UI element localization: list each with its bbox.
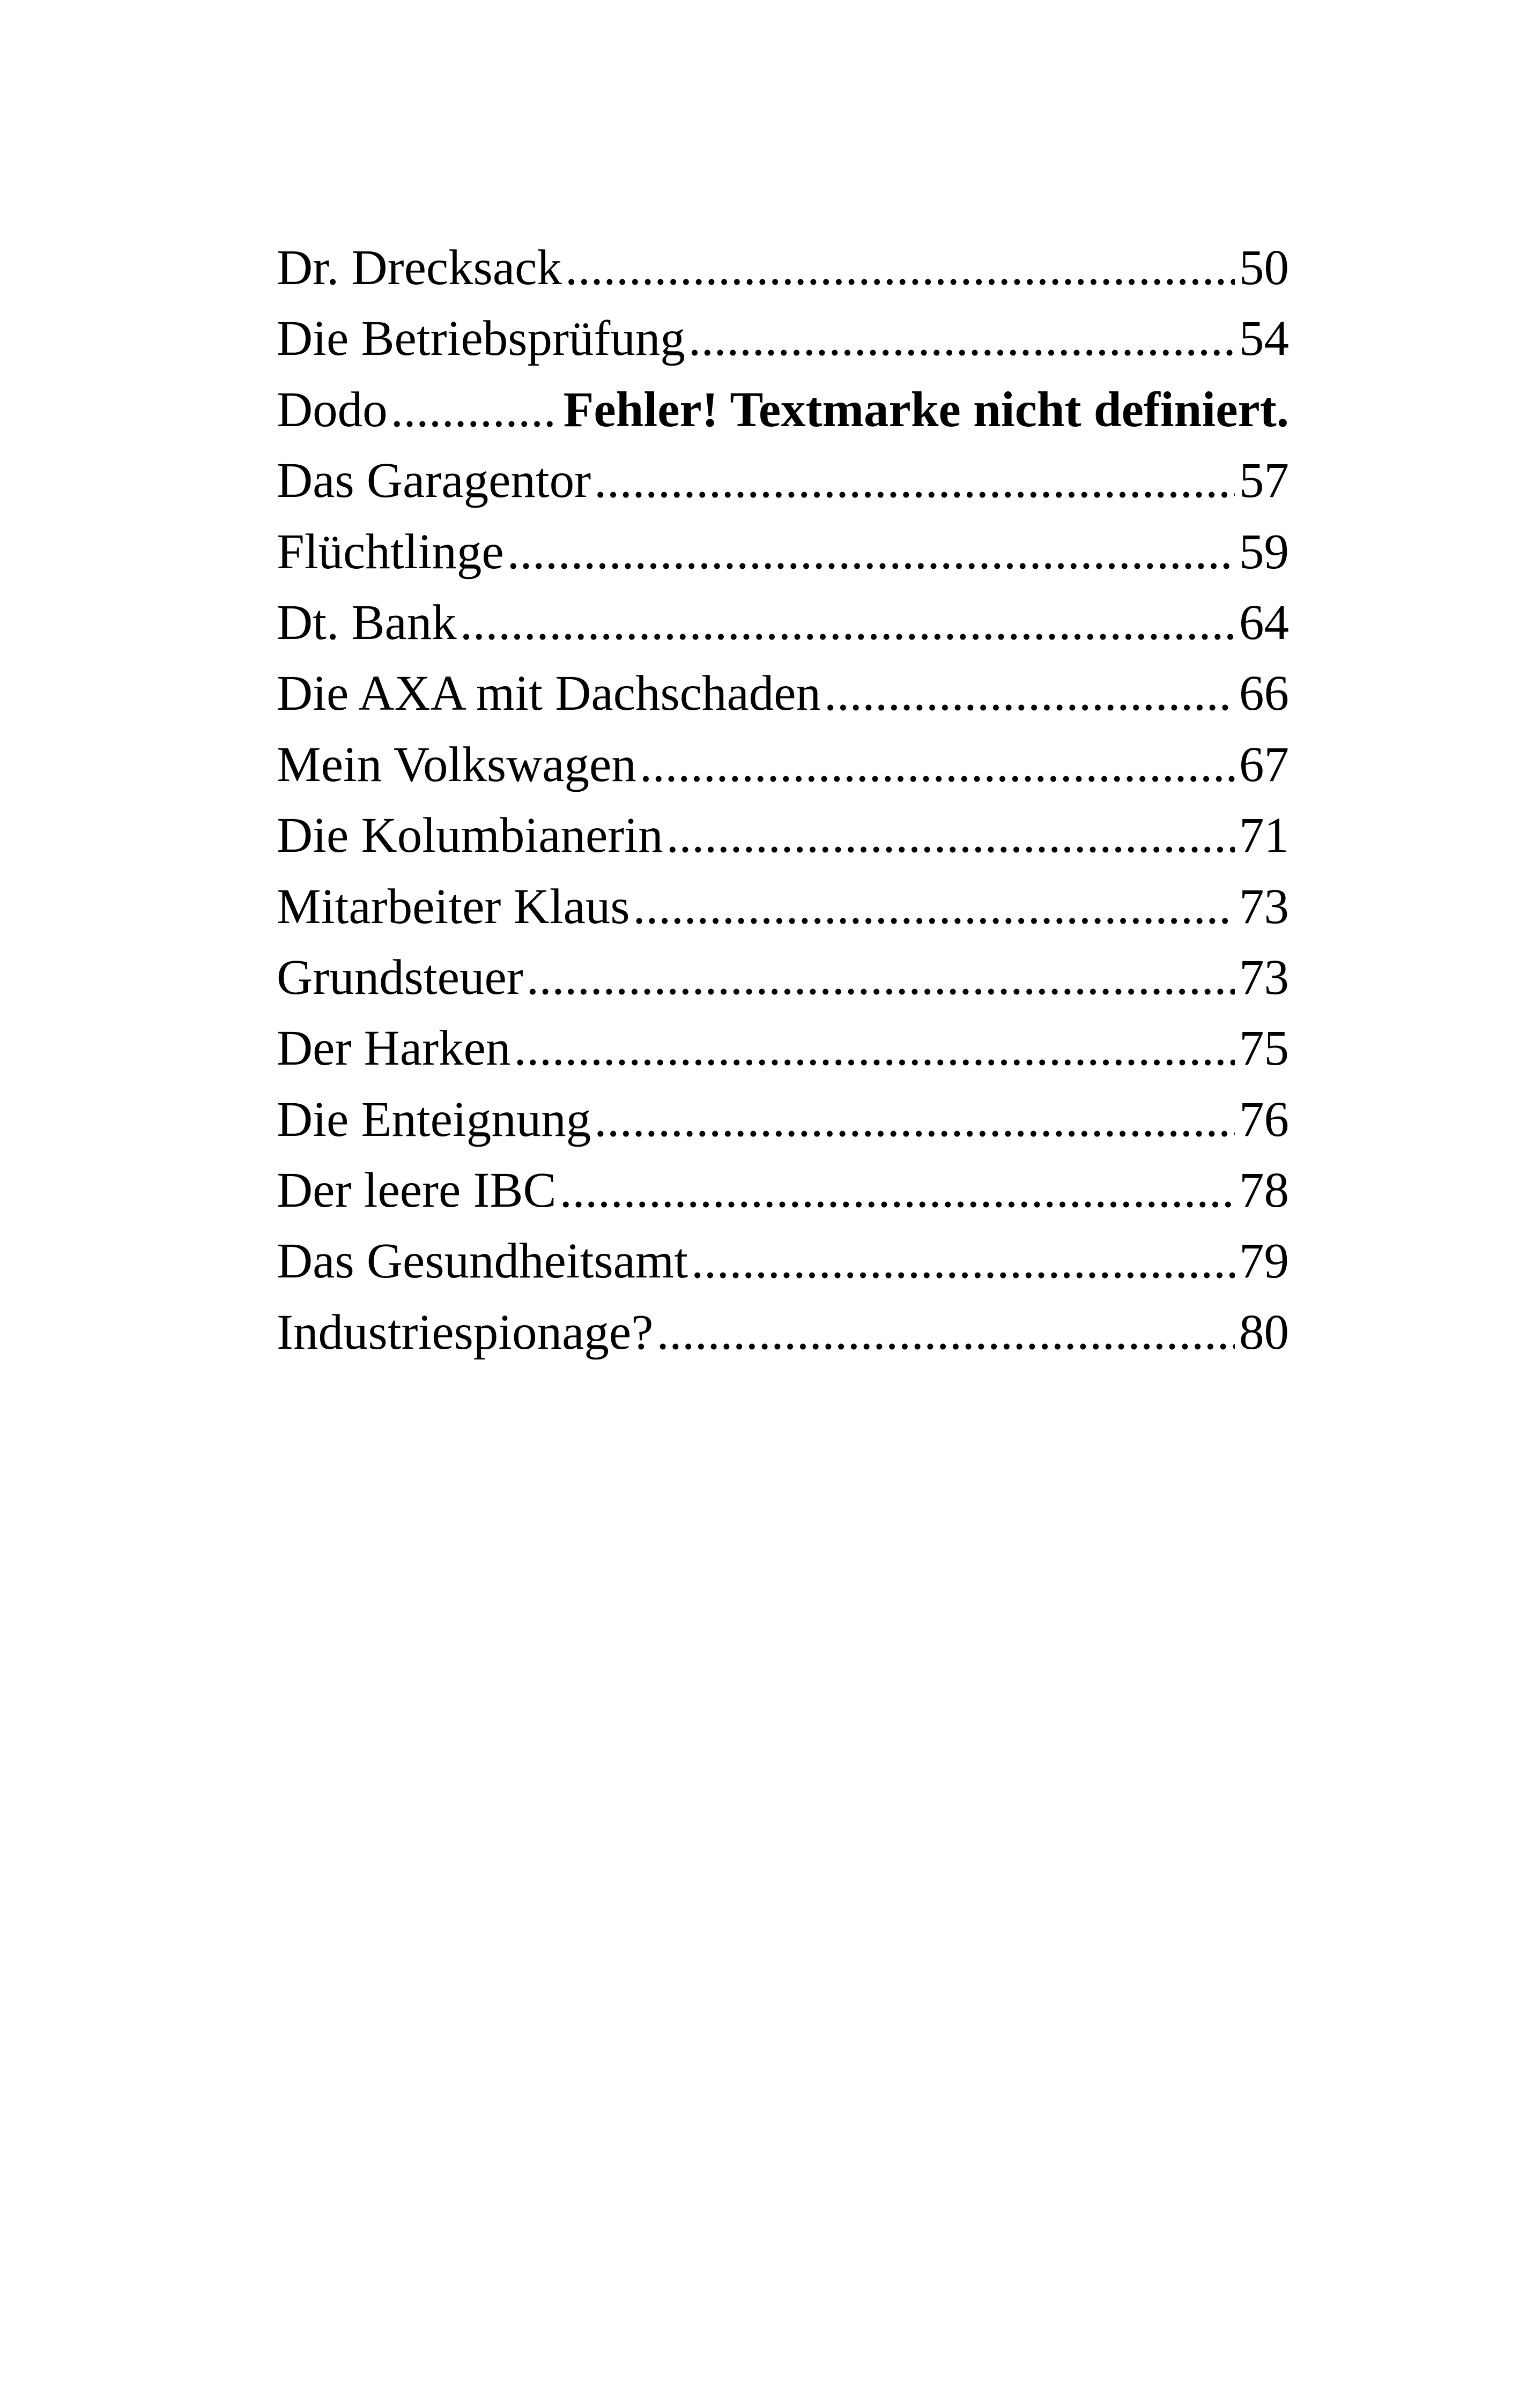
toc-dot-leader [594, 445, 1235, 516]
toc-entry-page: 50 [1239, 240, 1289, 295]
toc-dot-leader [688, 303, 1235, 374]
toc-entry-title: Das Gesundheitsamt [277, 1233, 688, 1289]
toc-entry-title: Mein Volkswagen [277, 737, 636, 792]
toc-entry-title: Die Kolumbianerin [277, 808, 663, 864]
toc-entry[interactable] [277, 1013, 1289, 1084]
toc-entry-title: Der Harken [277, 1021, 511, 1076]
toc-entry[interactable] [277, 800, 1289, 871]
toc-entry-page: 59 [1239, 524, 1289, 579]
toc-entry[interactable] [277, 872, 1289, 942]
toc-dot-leader [560, 1155, 1235, 1226]
toc-entry[interactable] [277, 303, 1289, 374]
toc-entry-page: 79 [1239, 1233, 1289, 1289]
toc-dot-leader [391, 375, 559, 445]
toc-entry[interactable] [277, 375, 1289, 445]
toc-dot-leader [666, 800, 1235, 871]
toc-entry-title: Dodo [277, 382, 388, 437]
toc-entry[interactable] [277, 1226, 1289, 1297]
toc-entry[interactable] [277, 942, 1289, 1013]
toc-entry-page: 76 [1239, 1091, 1289, 1147]
toc-entry[interactable] [277, 1155, 1289, 1226]
toc-dot-leader [824, 658, 1235, 729]
toc-entry-page: 73 [1239, 879, 1289, 934]
toc-dot-leader [640, 730, 1235, 800]
toc-dot-leader [594, 1084, 1235, 1155]
toc-dot-leader [656, 1297, 1235, 1368]
toc-entry-title: Die Enteignung [277, 1091, 591, 1147]
toc-entry[interactable] [277, 1297, 1289, 1368]
toc-entry[interactable] [277, 517, 1289, 588]
toc-dot-leader [633, 872, 1235, 942]
toc-entry-page: 78 [1239, 1163, 1289, 1218]
toc-entry-page: 80 [1239, 1304, 1289, 1360]
toc-entry-page: 57 [1239, 453, 1289, 509]
toc-entry-page: 71 [1239, 808, 1289, 864]
toc-dot-leader [507, 517, 1235, 588]
toc-entry[interactable] [277, 658, 1289, 729]
toc-entry[interactable] [277, 1084, 1289, 1155]
toc-entry[interactable] [277, 588, 1289, 658]
toc-dot-leader [514, 1013, 1235, 1084]
toc-entry[interactable] [277, 233, 1289, 303]
toc-entry-title: Industriespionage? [277, 1304, 654, 1360]
toc-bookmark-error: Fehler! Textmarke nicht definiert. [563, 382, 1289, 437]
toc-dot-leader [691, 1226, 1235, 1297]
toc-dot-leader [527, 942, 1235, 1013]
toc-entry-title: Grundsteuer [277, 949, 523, 1005]
toc-entry-title: Das Garagentor [277, 453, 591, 509]
toc-entry-page: 66 [1239, 666, 1289, 722]
toc-entry[interactable] [277, 445, 1289, 516]
toc-entry-page: 64 [1239, 594, 1289, 650]
toc-entry-page: 73 [1239, 949, 1289, 1005]
toc-entry-title: Die Betriebsprüfung [277, 311, 685, 367]
toc-entry-page: 54 [1239, 311, 1289, 367]
table-of-contents [277, 233, 1289, 1368]
toc-entry-page: 67 [1239, 737, 1289, 792]
toc-entry-title: Dt. Bank [277, 594, 457, 650]
toc-entry[interactable] [277, 730, 1289, 800]
toc-entry-title: Mitarbeiter Klaus [277, 879, 630, 934]
toc-entry-page: 75 [1239, 1021, 1289, 1076]
toc-entry-title: Die AXA mit Dachschaden [277, 666, 821, 722]
toc-dot-leader [460, 588, 1235, 658]
toc-dot-leader [565, 233, 1235, 303]
toc-entry-title: Flüchtlinge [277, 524, 504, 579]
toc-entry-title: Der leere IBC [277, 1163, 557, 1218]
toc-entry-title: Dr. Drecksack [277, 240, 562, 295]
